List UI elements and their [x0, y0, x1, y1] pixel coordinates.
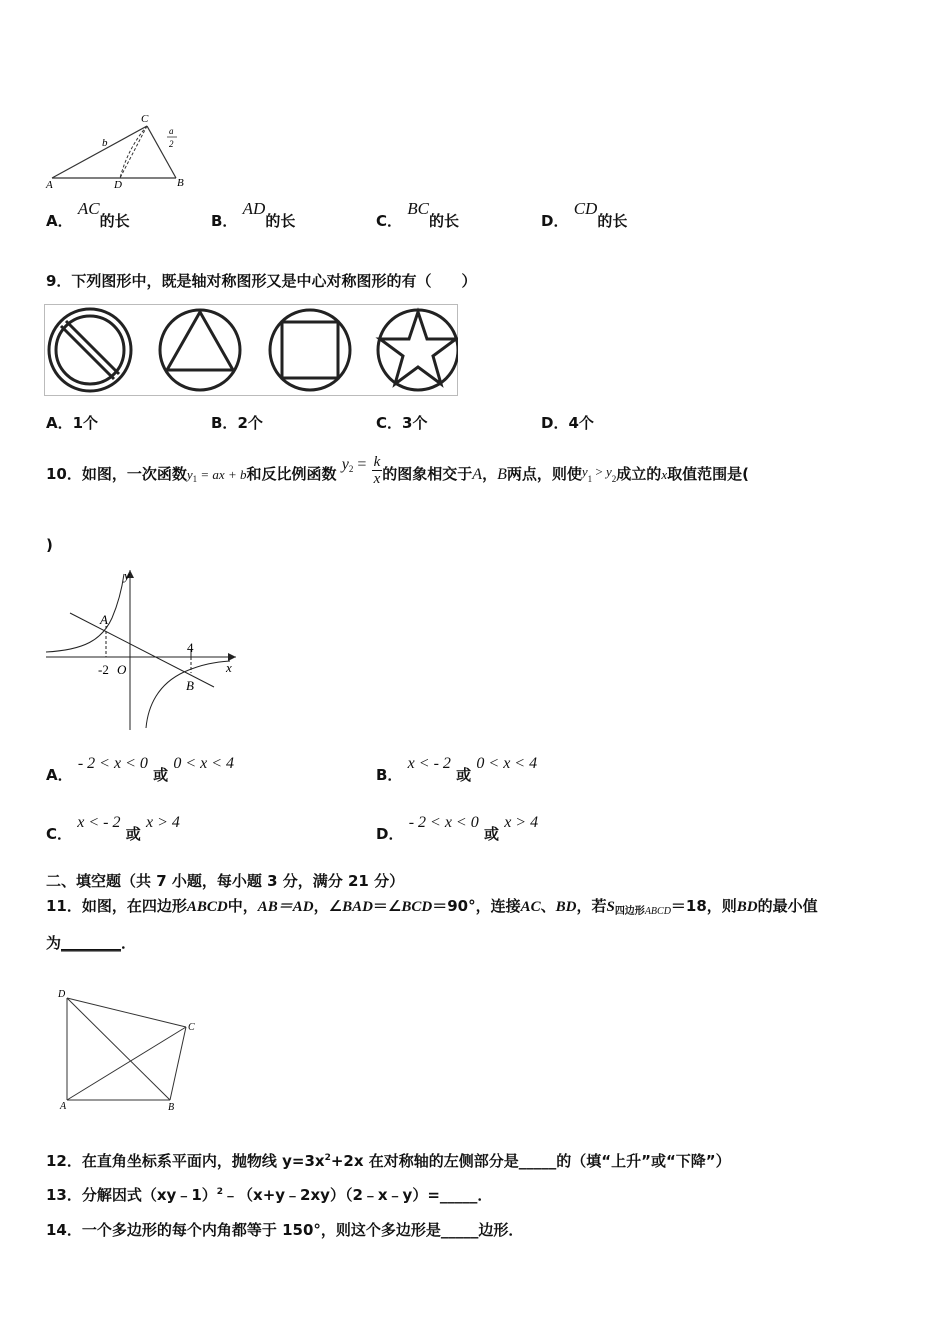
q11-label-b: B	[168, 1102, 175, 1113]
q8-label-a: a	[169, 126, 174, 136]
q11-t9: 为	[46, 934, 62, 952]
q13-answer-blank[interactable]: _____	[439, 1186, 478, 1204]
q8-option-a-suffix: 的长	[99, 212, 130, 230]
q12-t1: 12．在直角坐标系平面内，抛物线 y=3x	[46, 1152, 325, 1170]
q10-option-d[interactable]	[376, 811, 539, 843]
q10-y2: y	[341, 456, 349, 473]
q9-option-c[interactable]	[376, 412, 427, 433]
q10-option-b-or: 或	[456, 766, 472, 784]
q8-option-d[interactable]	[541, 199, 628, 231]
q9-option-b-text: 2个	[237, 414, 263, 432]
q10-B: B	[497, 466, 507, 483]
q12-answer-blank[interactable]: _____	[518, 1152, 557, 1170]
q10-option-d-or: 或	[483, 825, 499, 843]
q13-t2: ﹣（x+y﹣2xy）（2﹣x﹣y）=	[223, 1186, 440, 1204]
q12-stem	[46, 1150, 731, 1171]
q10-option-d-p2: x > 4	[504, 814, 539, 831]
q10-A: A	[472, 466, 483, 483]
q13-t1: 13．分解因式（xy﹣1）	[46, 1186, 217, 1204]
q10-graph-neg2: -2	[98, 662, 109, 677]
q13-sup: 2	[216, 1187, 224, 1197]
q12-t3: 的（填“上升”或“下降”）	[556, 1152, 731, 1170]
q10-graph-y-label: y	[124, 568, 130, 583]
section-2-heading: 二、填空题（共 7 小题，每小题 3 分，满分 21 分）	[46, 872, 405, 890]
q11-t3: ，∠	[313, 897, 343, 915]
q10-option-a[interactable]	[46, 752, 235, 784]
q10-option-c-p2: x > 4	[145, 814, 180, 831]
circle-star-icon	[378, 310, 458, 390]
q11-label-d: D	[58, 989, 66, 1000]
q10-eq2: =	[353, 456, 367, 473]
q10-c2-sub: 2	[611, 474, 617, 484]
q10-t4: 成立的	[616, 465, 662, 483]
q10-num: 10．如图，一次函数	[46, 465, 187, 483]
q8-label-b: b	[102, 137, 108, 149]
q11-bad: BAD	[342, 899, 373, 915]
q11-stem-line1	[46, 895, 818, 917]
q11-label-c: C	[188, 1022, 195, 1033]
q10-t5: 取值范围是(	[667, 465, 749, 483]
q8-option-a[interactable]	[46, 199, 130, 231]
q9-option-a-text: 1个	[72, 414, 99, 432]
q11-t10: ．	[121, 934, 137, 952]
q8-option-c-letter: C．	[376, 212, 403, 230]
q9-stem: 9．下列图形中，既是轴对称图形又是中心对称图形的有（ ）	[46, 272, 477, 290]
q10-option-a-p1: - 2 < x < 0	[77, 755, 148, 772]
q10-option-b-p1: x < - 2	[407, 755, 451, 772]
q8-option-d-suffix: 的长	[597, 212, 628, 230]
q10-gt: >	[592, 464, 607, 479]
q14-t2: 边形．	[478, 1221, 524, 1239]
q8-option-a-expr: AC	[77, 199, 100, 218]
q11-quadrilateral-figure	[54, 984, 204, 1114]
q10-close-paren: )	[46, 536, 53, 554]
circle-triangle-icon	[160, 310, 240, 390]
q12-sup: 2	[324, 1153, 331, 1163]
q11-bcd: BCD	[401, 899, 433, 915]
q10-option-c-p1: x < - 2	[77, 814, 121, 831]
q11-stem-line2	[46, 932, 136, 953]
q9-shapes-figure	[44, 304, 458, 396]
q10-option-c-or: 或	[125, 825, 141, 843]
q10-graph-point-a: A	[100, 612, 108, 627]
q8-label-c: C	[141, 113, 149, 125]
q8-option-b-expr: AD	[242, 199, 266, 218]
q11-label-a: A	[60, 1101, 67, 1112]
q10-function-graph	[44, 566, 240, 732]
q8-option-b-letter: B．	[211, 212, 238, 230]
q11-ac: AC	[520, 899, 541, 915]
q10-option-a-letter: A．	[46, 766, 73, 784]
q8-option-d-letter: D．	[541, 212, 569, 230]
q11-s-sub: 四边形	[614, 906, 645, 917]
circle-square-icon	[270, 310, 350, 390]
q14-answer-blank[interactable]: _____	[440, 1221, 479, 1239]
q9-option-b-letter: B．	[211, 414, 238, 432]
q11-t7: ＝18，则	[670, 897, 737, 915]
q14-stem	[46, 1219, 523, 1240]
q10-stem	[46, 454, 749, 491]
q11-answer-blank[interactable]: ________	[61, 934, 122, 952]
q11-bd2: BD	[736, 899, 758, 915]
q10-t2: 的图象相交于	[382, 465, 473, 483]
q10-eq1: = ax + b	[197, 467, 247, 482]
q11-s: S	[606, 899, 615, 915]
q8-triangle-figure	[44, 110, 194, 192]
q14-t1: 14．一个多边形的每个内角都等于 150°，则这个多边形是	[46, 1221, 441, 1239]
q10-option-a-or: 或	[153, 766, 169, 784]
q10-graph-point-b: B	[186, 678, 194, 693]
q9-option-a-letter: A．	[46, 414, 73, 432]
q9-option-d-letter: D．	[541, 414, 569, 432]
q13-stem	[46, 1184, 492, 1205]
q9-option-c-letter: C．	[376, 414, 403, 432]
q10-option-b[interactable]	[376, 752, 538, 784]
q9-option-d-text: 4个	[568, 414, 594, 432]
q11-t2: 中，	[227, 897, 258, 915]
q10-option-d-p1: - 2 < x < 0	[408, 814, 479, 831]
q9-option-c-text: 3个	[402, 414, 428, 432]
q10-graph-four: 4	[187, 640, 194, 655]
q10-c1-sub: 1	[587, 474, 593, 484]
q13-t3: ．	[477, 1186, 493, 1204]
q8-label-a-vertex: A	[46, 179, 53, 191]
q10-x: x	[661, 467, 668, 482]
q10-c2: y	[606, 464, 612, 479]
q9-option-b[interactable]	[211, 412, 263, 433]
q10-frac-den: x	[373, 471, 381, 487]
q8-option-d-expr: CD	[573, 199, 598, 218]
q10-option-b-letter: B．	[376, 766, 403, 784]
q10-option-c-letter: C．	[46, 825, 73, 843]
q8-option-c-expr: BC	[407, 199, 429, 218]
q9-option-a[interactable]	[46, 412, 98, 433]
q10-y2-sub: 2	[348, 464, 354, 474]
q11-s-sub2: ABCD	[644, 906, 671, 917]
q10-option-d-letter: D．	[376, 825, 404, 843]
q10-t1: 和反比例函数	[246, 465, 337, 483]
q12-t2: +2x 在对称轴的左侧部分是	[330, 1152, 519, 1170]
q10-option-a-p2: 0 < x < 4	[173, 755, 235, 772]
q8-label-b-vertex: B	[177, 177, 184, 189]
q11-t8: 的最小值	[757, 897, 818, 915]
q10-t3: 两点，则使	[506, 465, 582, 483]
q11-t4: ＝∠	[372, 897, 402, 915]
q10-frac-num: k	[373, 454, 381, 470]
circle-slash-icon	[49, 309, 131, 391]
q10-y1-sub: 1	[192, 474, 198, 484]
q10-graph-x-label: x	[226, 660, 232, 675]
q10-fraction	[372, 454, 383, 487]
q10-comma: ，	[482, 465, 498, 483]
q8-option-c-suffix: 的长	[428, 212, 459, 230]
q8-option-b[interactable]	[211, 199, 296, 231]
q11-abcd: ABCD	[186, 899, 228, 915]
q11-t1: 11．如图，在四边形	[46, 897, 187, 915]
q8-label-2: 2	[169, 139, 174, 149]
q11-sep: 、	[540, 897, 556, 915]
q11-t6: ，若	[576, 897, 607, 915]
q10-y1: y	[186, 467, 193, 482]
q10-option-b-p2: 0 < x < 4	[476, 755, 538, 772]
q8-label-d: D	[114, 179, 122, 191]
q11-bd: BD	[555, 899, 577, 915]
q8-option-c[interactable]	[376, 199, 459, 231]
q11-t5: ＝90°，连接	[432, 897, 521, 915]
q10-c1: y	[581, 464, 588, 479]
q9-option-d[interactable]	[541, 412, 594, 433]
q10-graph-origin: O	[117, 662, 127, 677]
q8-option-a-letter: A．	[46, 212, 73, 230]
q8-option-b-suffix: 的长	[265, 212, 296, 230]
q10-option-c[interactable]	[46, 811, 180, 843]
q11-ab-ad: AB＝AD	[257, 899, 314, 915]
